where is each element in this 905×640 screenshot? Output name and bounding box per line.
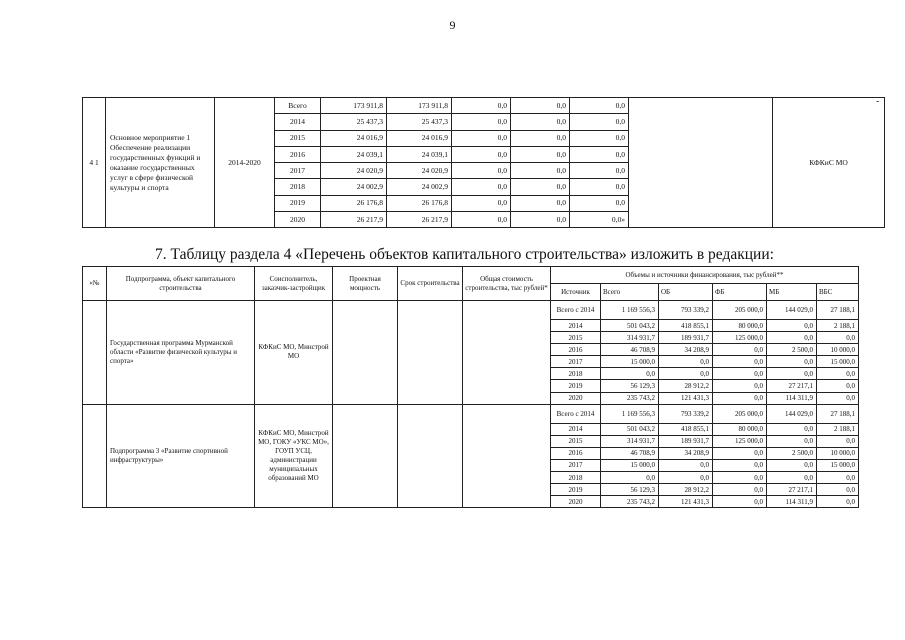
vbs-cell: 0,0» bbox=[570, 212, 629, 228]
source-year-cell: 2016 bbox=[551, 344, 601, 356]
total-cell: 46 708,9 bbox=[601, 447, 659, 459]
term-cell bbox=[398, 301, 463, 405]
source-year-cell: 2020 bbox=[551, 496, 601, 508]
fb-cell: 0,0 bbox=[713, 380, 767, 392]
vbs-cell: 2 188,1 bbox=[817, 320, 859, 332]
fb-cell: 0,0 bbox=[713, 447, 767, 459]
col-num-header: «№ bbox=[83, 267, 107, 301]
mb-cell: 0,0 bbox=[511, 146, 570, 162]
mb-cell: 0,0 bbox=[767, 368, 817, 380]
vbs-cell: 27 188,1 bbox=[817, 404, 859, 423]
mb-cell: 114 311,9 bbox=[767, 392, 817, 404]
ob-cell: 25 437,3 bbox=[387, 114, 452, 130]
total-cell: 15 000,0 bbox=[601, 459, 659, 471]
col-fb-header: ФБ bbox=[713, 284, 767, 301]
ob-cell: 0,0 bbox=[659, 459, 713, 471]
ob-cell: 24 016,9 bbox=[387, 130, 452, 146]
vbs-cell: 10 000,0 bbox=[817, 344, 859, 356]
ob-cell: 34 208,9 bbox=[659, 344, 713, 356]
mb-cell: 0,0 bbox=[511, 98, 570, 114]
fb-cell: 0,0 bbox=[713, 496, 767, 508]
col-executor-header: Соисполнитель, заказчик-застройщик bbox=[255, 267, 333, 301]
cost-cell bbox=[463, 301, 551, 405]
vbs-cell: 27 188,1 bbox=[817, 301, 859, 320]
mb-cell: 0,0 bbox=[767, 472, 817, 484]
total-cell: 1 169 556,3 bbox=[601, 404, 659, 423]
total-cell: 24 020,9 bbox=[321, 163, 387, 179]
ob-cell: 24 039,1 bbox=[387, 146, 452, 162]
total-cell: 24 002,9 bbox=[321, 179, 387, 195]
vbs-cell: 15 000,0 bbox=[817, 459, 859, 471]
total-cell: 26 176,8 bbox=[321, 195, 387, 211]
mb-cell: 27 217,1 bbox=[767, 484, 817, 496]
year-cell: 2014 bbox=[275, 114, 321, 130]
header-row bbox=[83, 267, 859, 284]
total-cell: 1 169 556,3 bbox=[601, 301, 659, 320]
fb-cell: 0,0 bbox=[713, 344, 767, 356]
fb-cell: 0,0 bbox=[713, 472, 767, 484]
col-funding-header: Объемы и источники финансирования, тыс рублей** bbox=[551, 267, 859, 284]
source-year-cell: 2018 bbox=[551, 368, 601, 380]
fb-cell: 80 000,0 bbox=[713, 320, 767, 332]
fb-cell: 205 000,0 bbox=[713, 404, 767, 423]
ob-cell: 0,0 bbox=[659, 368, 713, 380]
ob-cell: 34 208,9 bbox=[659, 447, 713, 459]
fb-cell: 0,0 bbox=[452, 179, 511, 195]
vbs-cell: 0,0 bbox=[817, 392, 859, 404]
ob-cell: 24 002,9 bbox=[387, 179, 452, 195]
source-year-cell: 2020 bbox=[551, 392, 601, 404]
ob-cell: 0,0 bbox=[659, 472, 713, 484]
vbs-cell: 0,0 bbox=[570, 163, 629, 179]
table-row bbox=[83, 301, 859, 320]
funding-table-top bbox=[82, 97, 885, 228]
col-name-header: Подпрограмма, объект капитального строительства bbox=[107, 267, 255, 301]
mb-cell: 0,0 bbox=[767, 459, 817, 471]
mb-cell: 0,0 bbox=[511, 163, 570, 179]
vbs-cell: 2 188,1 bbox=[817, 423, 859, 435]
vbs-cell: 0,0 bbox=[817, 368, 859, 380]
ob-cell: 26 217,9 bbox=[387, 212, 452, 228]
ob-cell: 26 176,8 bbox=[387, 195, 452, 211]
executor-cell: КФКиС МО bbox=[773, 98, 885, 228]
col-capacity-header: Проектная мощность bbox=[333, 267, 398, 301]
fb-cell: 0,0 bbox=[452, 98, 511, 114]
source-year-cell: Всего с 2014 bbox=[551, 404, 601, 423]
year-cell: 2016 bbox=[275, 146, 321, 162]
total-cell: 56 129,3 bbox=[601, 380, 659, 392]
mb-cell: 0,0 bbox=[511, 114, 570, 130]
fb-cell: 0,0 bbox=[713, 356, 767, 368]
total-cell: 24 016,9 bbox=[321, 130, 387, 146]
total-cell: 26 217,9 bbox=[321, 212, 387, 228]
table-row bbox=[83, 98, 885, 114]
fb-cell: 0,0 bbox=[713, 484, 767, 496]
program-executor: КФКиС МО, Минстрой МО bbox=[255, 301, 333, 405]
fb-cell: 0,0 bbox=[452, 114, 511, 130]
mb-cell: 0,0 bbox=[511, 212, 570, 228]
source-year-cell: 2019 bbox=[551, 380, 601, 392]
total-cell: 501 043,2 bbox=[601, 320, 659, 332]
fb-cell: 0,0 bbox=[713, 368, 767, 380]
vbs-cell: 0,0 bbox=[817, 332, 859, 344]
total-cell: 235 743,2 bbox=[601, 392, 659, 404]
mb-cell: 2 500,0 bbox=[767, 447, 817, 459]
row-number: 4 1 bbox=[83, 98, 106, 228]
mb-cell: 114 311,9 bbox=[767, 496, 817, 508]
ob-cell: 189 931,7 bbox=[659, 435, 713, 447]
col-total-header: Всего bbox=[601, 284, 659, 301]
vbs-cell: 0,0 bbox=[570, 114, 629, 130]
vbs-cell: 0,0 bbox=[817, 435, 859, 447]
total-cell: 235 743,2 bbox=[601, 496, 659, 508]
mb-cell: 0,0 bbox=[767, 435, 817, 447]
year-cell: 2017 bbox=[275, 163, 321, 179]
mb-cell: 144 029,0 bbox=[767, 404, 817, 423]
mb-cell: 0,0 bbox=[511, 179, 570, 195]
fb-cell: 205 000,0 bbox=[713, 301, 767, 320]
program-executor: КФКиС МО, Минстрой МО, ГОКУ «УКС МО», ГОУП УСЦ, администрации муниципальных образований МО bbox=[255, 404, 333, 508]
ob-cell: 0,0 bbox=[659, 356, 713, 368]
mb-cell: 27 217,1 bbox=[767, 380, 817, 392]
mb-cell: 0,0 bbox=[767, 332, 817, 344]
capacity-cell bbox=[333, 301, 398, 405]
source-year-cell: 2015 bbox=[551, 332, 601, 344]
mb-cell: 2 500,0 bbox=[767, 344, 817, 356]
ob-cell: 121 431,3 bbox=[659, 496, 713, 508]
year-cell: Всего bbox=[275, 98, 321, 114]
total-cell: 173 911,8 bbox=[321, 98, 387, 114]
fb-cell: 125 000,0 bbox=[713, 435, 767, 447]
vbs-cell: 0,0 bbox=[817, 496, 859, 508]
vbs-cell: 0,0 bbox=[570, 130, 629, 146]
ob-cell: 189 931,7 bbox=[659, 332, 713, 344]
col-mb-header: МБ bbox=[767, 284, 817, 301]
program-name: Подпрограмма 3 «Развитие спортивной инфраструктуры» bbox=[107, 404, 255, 508]
mb-cell: 0,0 bbox=[767, 423, 817, 435]
num-cell bbox=[83, 404, 107, 508]
vbs-cell: 0,0 bbox=[817, 484, 859, 496]
total-cell: 56 129,3 bbox=[601, 484, 659, 496]
vbs-cell: 15 000,0 bbox=[817, 356, 859, 368]
vbs-cell: 10 000,0 bbox=[817, 447, 859, 459]
capital-construction-table bbox=[82, 266, 859, 508]
vbs-cell: 0,0 bbox=[570, 179, 629, 195]
source-year-cell: 2017 bbox=[551, 459, 601, 471]
margin-mark: - bbox=[876, 96, 880, 107]
source-year-cell: 2019 bbox=[551, 484, 601, 496]
mb-cell: 144 029,0 bbox=[767, 301, 817, 320]
measure-title: Основное мероприятие 1 Обеспечение реализации государственных функций и оказание государственных услуг в сфере физической культуры и спорта bbox=[106, 98, 215, 228]
ob-cell: 28 912,2 bbox=[659, 484, 713, 496]
total-cell: 314 931,7 bbox=[601, 435, 659, 447]
year-cell: 2018 bbox=[275, 179, 321, 195]
ob-cell: 121 431,3 bbox=[659, 392, 713, 404]
program-name: Государственная программа Мурманской области «Развитие физической культуры и спорта» bbox=[107, 301, 255, 405]
fb-cell: 0,0 bbox=[452, 195, 511, 211]
fb-cell: 0,0 bbox=[713, 459, 767, 471]
source-year-cell: 2018 bbox=[551, 472, 601, 484]
mb-cell: 0,0 bbox=[767, 320, 817, 332]
fb-cell: 0,0 bbox=[452, 212, 511, 228]
col-ob-header: ОБ bbox=[659, 284, 713, 301]
col-term-header: Срок строительства bbox=[398, 267, 463, 301]
total-cell: 501 043,2 bbox=[601, 423, 659, 435]
vbs-cell: 0,0 bbox=[570, 98, 629, 114]
mb-cell: 0,0 bbox=[767, 356, 817, 368]
section-heading: 7. Таблицу раздела 4 «Перечень объектов капитального строительства» изложить в редакции: bbox=[155, 246, 774, 263]
ob-cell: 793 339,2 bbox=[659, 404, 713, 423]
num-cell bbox=[83, 301, 107, 405]
total-cell: 0,0 bbox=[601, 472, 659, 484]
blank-cell bbox=[629, 98, 773, 228]
source-year-cell: 2016 bbox=[551, 447, 601, 459]
total-cell: 314 931,7 bbox=[601, 332, 659, 344]
fb-cell: 0,0 bbox=[452, 146, 511, 162]
source-year-cell: 2014 bbox=[551, 423, 601, 435]
vbs-cell: 0,0 bbox=[570, 146, 629, 162]
source-year-cell: 2015 bbox=[551, 435, 601, 447]
fb-cell: 0,0 bbox=[452, 130, 511, 146]
ob-cell: 24 020,9 bbox=[387, 163, 452, 179]
total-cell: 46 708,9 bbox=[601, 344, 659, 356]
fb-cell: 80 000,0 bbox=[713, 423, 767, 435]
year-cell: 2019 bbox=[275, 195, 321, 211]
total-cell: 0,0 bbox=[601, 368, 659, 380]
mb-cell: 0,0 bbox=[511, 195, 570, 211]
fb-cell: 0,0 bbox=[713, 392, 767, 404]
ob-cell: 28 912,2 bbox=[659, 380, 713, 392]
year-cell: 2020 bbox=[275, 212, 321, 228]
page-number: 9 bbox=[449, 18, 456, 32]
total-cell: 24 039,1 bbox=[321, 146, 387, 162]
capacity-cell bbox=[333, 404, 398, 508]
vbs-cell: 0,0 bbox=[817, 472, 859, 484]
col-vbs-header: ВБС bbox=[817, 284, 859, 301]
measure-period: 2014-2020 bbox=[215, 98, 275, 228]
fb-cell: 125 000,0 bbox=[713, 332, 767, 344]
cost-cell bbox=[463, 404, 551, 508]
term-cell bbox=[398, 404, 463, 508]
source-year-cell: 2017 bbox=[551, 356, 601, 368]
fb-cell: 0,0 bbox=[452, 163, 511, 179]
mb-cell: 0,0 bbox=[511, 130, 570, 146]
ob-cell: 418 855,1 bbox=[659, 423, 713, 435]
total-cell: 25 437,3 bbox=[321, 114, 387, 130]
ob-cell: 793 339,2 bbox=[659, 301, 713, 320]
year-cell: 2015 bbox=[275, 130, 321, 146]
vbs-cell: 0,0 bbox=[570, 195, 629, 211]
vbs-cell: 0,0 bbox=[817, 380, 859, 392]
source-year-cell: 2014 bbox=[551, 320, 601, 332]
col-cost-header: Общая стоимость строительства, тыс рублей* bbox=[463, 267, 551, 301]
total-cell: 15 000,0 bbox=[601, 356, 659, 368]
ob-cell: 418 855,1 bbox=[659, 320, 713, 332]
ob-cell: 173 911,8 bbox=[387, 98, 452, 114]
table-row bbox=[83, 404, 859, 423]
source-year-cell: Всего с 2014 bbox=[551, 301, 601, 320]
col-source-header: Источник bbox=[551, 284, 601, 301]
